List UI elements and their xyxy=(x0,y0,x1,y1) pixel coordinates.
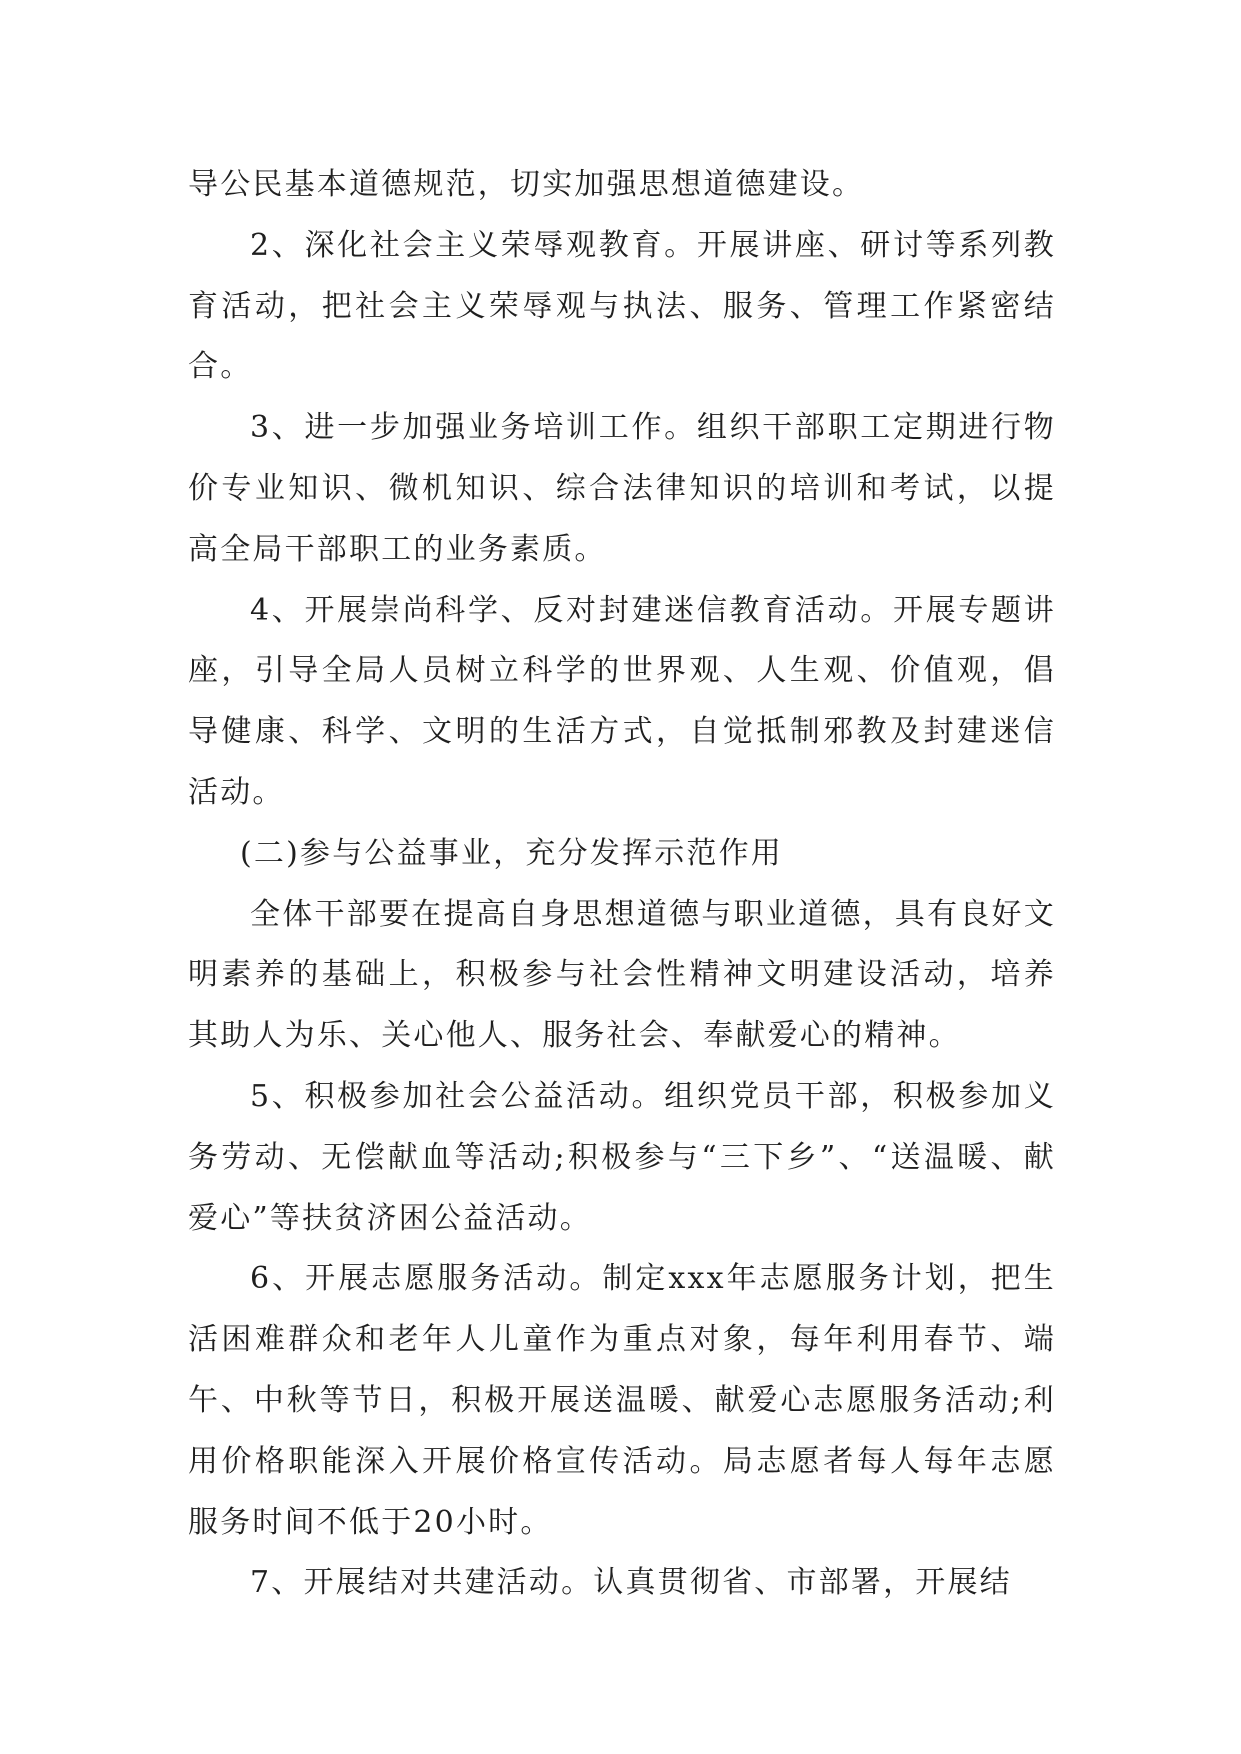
paragraph-item-3: 3、进一步加强业务培训工作。组织干部职工定期进行物价专业知识、微机知识、综合法律知识的培训和考试，以提高全局干部职工的业务素质。 xyxy=(188,410,1056,567)
paragraph-item-6: 6、开展志愿服务活动。制定xxx年志愿服务计划，把生活困难群众和老年人儿童作为重点对象，每年利用春节、端午、中秋等节日，积极开展送温暖、献爱心志愿服务活动;利用价格职能深入开展价格宣传活动。局志愿者每人每年志愿服务时间不低于20小时。 xyxy=(188,1261,1056,1540)
paragraph-section-intro: 全体干部要在提高自身思想道德与职业道德，具有良好文明素养的基础上，积极参与社会性精神文明建设活动，培养其助人为乐、关心他人、服务社会、奉献爱心的精神。 xyxy=(188,896,1056,1054)
paragraph-item-4: 4、开展崇尚科学、反对封建迷信教育活动。开展专题讲座，引导全局人员树立科学的世界观、人生观、价值观，倡导健康、科学、文明的生活方式，自觉抵制邪教及封建迷信活动。 xyxy=(188,592,1056,810)
paragraph-continuation: 导公民基本道德规范，切实加强思想道德建设。 xyxy=(188,167,865,202)
paragraph-item-7: 7、开展结对共建活动。认真贯彻省、市部署，开展结 xyxy=(250,1565,1012,1601)
section-heading-2: (二)参与公益事业，充分发挥示范作用 xyxy=(240,835,784,871)
document-body xyxy=(188,155,1056,1614)
paragraph-item-2: 2、深化社会主义荣辱观教育。开展讲座、研讨等系列教育活动，把社会主义荣辱观与执法、服务、管理工作紧密结合。 xyxy=(188,227,1056,385)
paragraph-item-5: 5、积极参加社会公益活动。组织党员干部，积极参加义务劳动、无偿献血等活动;积极参与“三下乡”、“送温暖、献爱心”等扶贫济困公益活动。 xyxy=(188,1078,1056,1236)
